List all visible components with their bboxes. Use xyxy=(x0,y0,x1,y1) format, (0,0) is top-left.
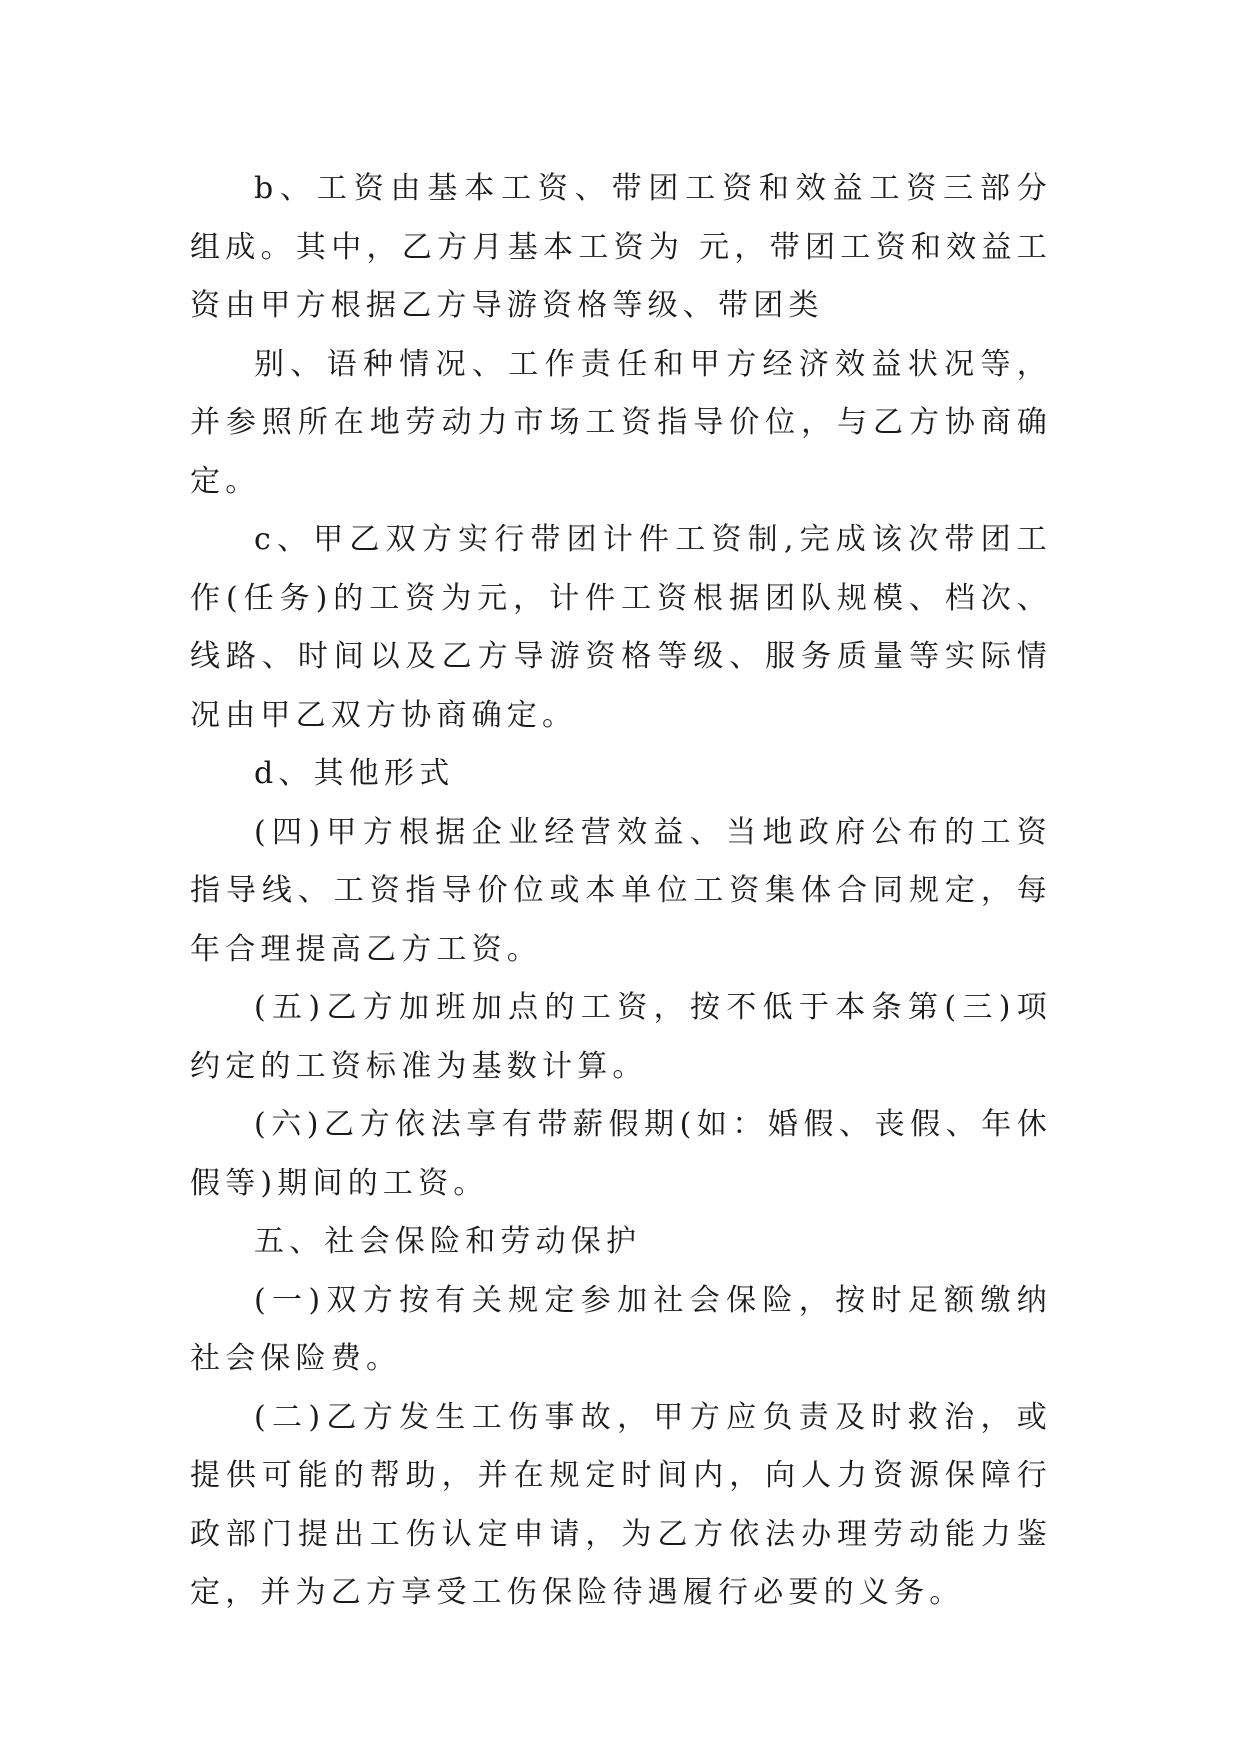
paragraph-clause-6: (六)乙方依法享有带薪假期(如：婚假、丧假、年休假等)期间的工资。 xyxy=(190,1107,1052,1201)
paragraph-insurance-1: (一)双方按有关规定参加社会保险，按时足额缴纳社会保险费。 xyxy=(190,1282,1052,1376)
paragraph-wage-composition: b、工资由基本工资、带团工资和效益工资三部分组成。其中，乙方月基本工资为 元，带团工资和效益工资由甲方根据乙方导游资格等级、带团类 xyxy=(190,171,1052,323)
paragraph-insurance-2: (二)乙方发生工伤事故，甲方应负责及时救治，或提供可能的帮助，并在规定时间内，向人力资源保障行政部门提出工伤认定申请，为乙方依法办理劳动能力鉴定，并为乙方享受工伤保险待遇履行必要的义务。 xyxy=(190,1399,1052,1610)
paragraph-piece-rate-wage: c、甲乙双方实行带团计件工资制,完成该次带团工作(任务)的工资为元，计件工资根据团队规模、档次、线路、时间以及乙方导游资格等级、服务质量等实际情况由甲乙双方协商确定。 xyxy=(190,522,1052,733)
paragraph-clause-4: (四)甲方根据企业经营效益、当地政府公布的工资指导线、工资指导价位或本单位工资集体合同规定，每年合理提高乙方工资。 xyxy=(190,814,1052,967)
paragraph-clause-5: (五)乙方加班加点的工资，按不低于本条第(三)项约定的工资标准为基数计算。 xyxy=(190,990,1052,1084)
paragraph-wage-determination: 别、语种情况、工作责任和甲方经济效益状况等，并参照所在地劳动力市场工资指导价位，与乙方协商确定。 xyxy=(190,346,1052,499)
document-body xyxy=(190,160,1052,1623)
section-heading-social-insurance: 五、社会保险和劳动保护 xyxy=(254,1224,642,1259)
paragraph-other-forms: d、其他形式 xyxy=(254,756,455,791)
